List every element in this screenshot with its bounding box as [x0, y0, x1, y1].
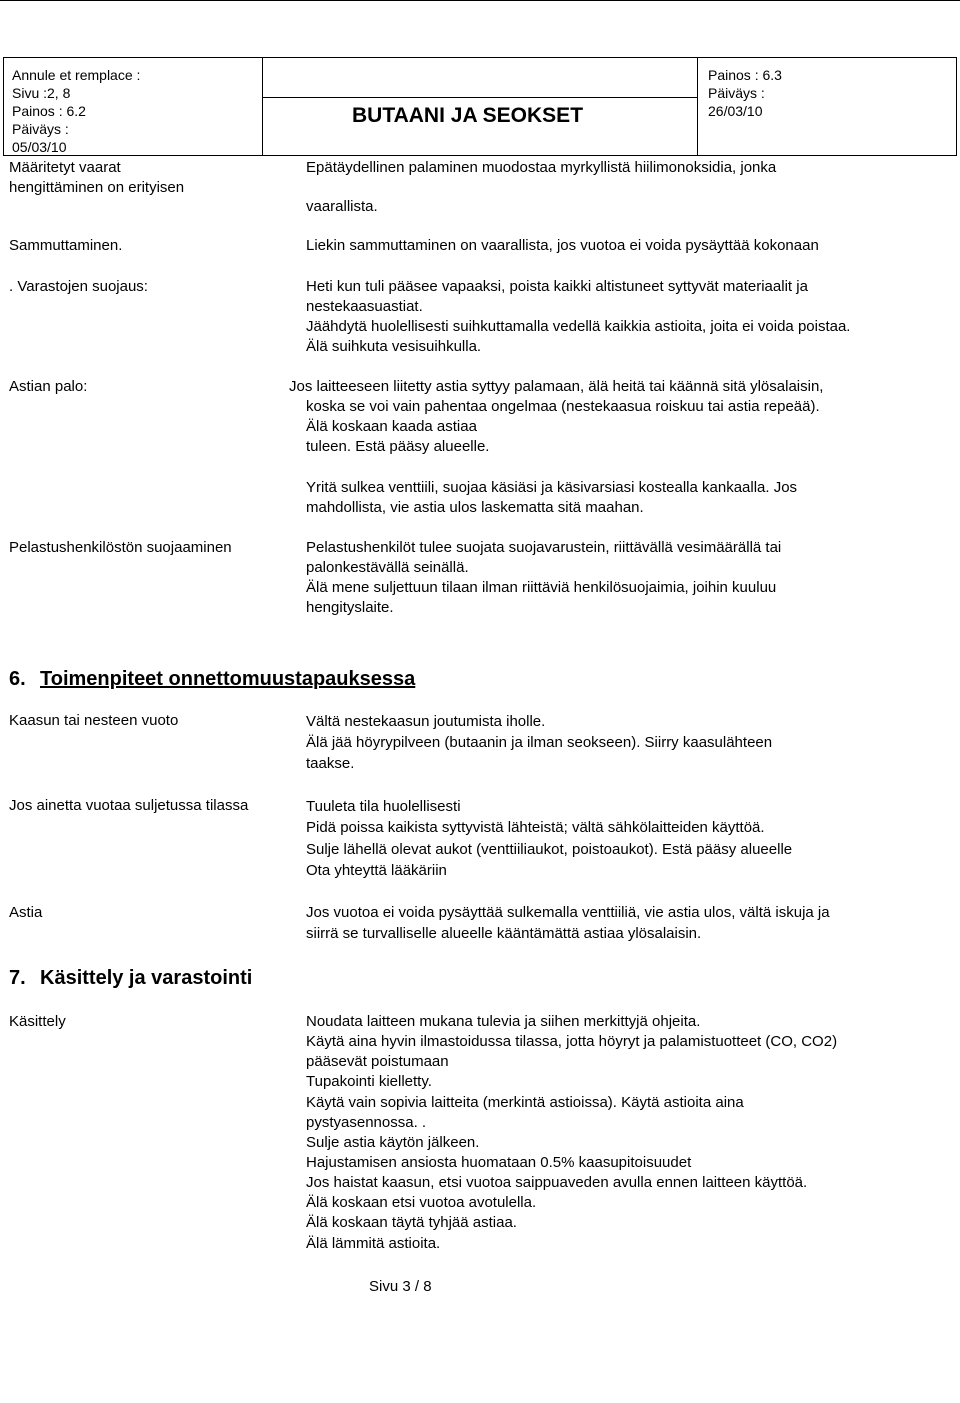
- row-text: taakse.: [306, 755, 355, 772]
- row-text: Liekin sammuttaminen on vaarallista, jos vuotoa ei voida pysäyttää kokonaan: [306, 237, 819, 254]
- row-text: palonkestävällä seinällä.: [306, 559, 469, 576]
- section-7-number: 7.: [9, 967, 26, 989]
- row-text: vaarallista.: [306, 198, 378, 215]
- page-number: Sivu 3 / 8: [369, 1278, 432, 1295]
- row-text: nestekaasuastiat.: [306, 298, 423, 315]
- header-left-line-3: Päiväys :: [12, 121, 69, 137]
- row-text: koska se voi vain pahentaa ongelmaa (nestekaasua roiskuu tai astia repeää).: [306, 398, 820, 415]
- row-text: Noudata laitteen mukana tulevia ja siihen merkittyjä ohjeita.: [306, 1013, 701, 1030]
- row-label: hengittäminen on erityisen: [9, 179, 185, 196]
- row-text: Pidä poissa kaikista syttyvistä lähteistä; vältä sähkölaitteiden käyttöä.: [306, 819, 765, 836]
- row-text: Heti kun tuli pääsee vapaaksi, poista kaikki altistuneet syttyvät materiaalit ja: [306, 278, 808, 295]
- header-center-divider: [262, 97, 698, 98]
- document-title: BUTAANI JA SEOKSET: [352, 104, 584, 127]
- row-text: Jos haistat kaasun, etsi vuotoa saippuaveden avulla ennen laitteen käyttöä.: [306, 1174, 808, 1191]
- row-text: pystyasennossa. .: [306, 1114, 427, 1131]
- row-text: Vältä nestekaasun joutumista iholle.: [306, 713, 546, 730]
- row-text: Jos laitteeseen liitetty astia syttyy palamaan, älä heitä tai käännä sitä ylösalaisin,: [289, 378, 824, 395]
- row-text: Sulje lähellä olevat aukot (venttiiliaukot, poistoaukot). Estä pääsy alueelle: [306, 841, 793, 858]
- header-right-line-1: Päiväys :: [708, 85, 765, 101]
- row-text: Hajustamisen ansiosta huomataan 0.5% kaasupitoisuudet: [306, 1154, 692, 1171]
- row-text: Yritä sulkea venttiili, suojaa käsiäsi ja käsivarsiasi kostealla kankaalla. Jos: [306, 479, 798, 496]
- row-text: Käytä aina hyvin ilmastoidussa tilassa, jotta höyryt ja palamistuotteet (CO, CO2): [306, 1033, 838, 1050]
- header-left-line-2: Painos : 6.2: [12, 103, 86, 119]
- section-7-title: Käsittely ja varastointi: [40, 967, 253, 989]
- row-label: Astia: [9, 904, 43, 921]
- row-text: Älä suihkuta vesisuihkulla.: [306, 338, 482, 355]
- row-label: Jos ainetta vuotaa suljetussa tilassa: [9, 797, 249, 814]
- row-text: hengityslaite.: [306, 599, 394, 616]
- row-label: Käsittely: [9, 1013, 66, 1030]
- row-text: Älä koskaan täytä tyhjää astiaa.: [306, 1214, 517, 1231]
- row-text: Älä jää höyrypilveen (butaanin ja ilman seokseen). Siirry kaasulähteen: [306, 734, 773, 751]
- page-top-border: [0, 0, 960, 1]
- row-text: Tuuleta tila huolellisesti: [306, 798, 461, 815]
- header-right-line-0: Painos : 6.3: [708, 67, 782, 83]
- row-text: mahdollista, vie astia ulos laskematta sitä maahan.: [306, 499, 644, 516]
- row-text: Jäähdytä huolellisesti suihkuttamalla vedellä kaikkia astioita, joita ei voida poistaa.: [306, 318, 851, 335]
- row-text: Sulje astia käytön jälkeen.: [306, 1134, 480, 1151]
- header-right-line-2: 26/03/10: [708, 103, 763, 119]
- row-text: Älä koskaan etsi vuotoa avotulella.: [306, 1194, 537, 1211]
- header-left-line-4: 05/03/10: [12, 139, 67, 155]
- row-text: siirrä se turvalliselle alueelle kääntämättä astiaa ylösalaisin.: [306, 925, 702, 942]
- header-left-line-1: Sivu :2, 8: [12, 85, 71, 101]
- row-text: Epätäydellinen palaminen muodostaa myrkyllistä hiilimonoksidia, jonka: [306, 159, 777, 176]
- row-label: Sammuttaminen.: [9, 237, 123, 254]
- row-text: Tupakointi kielletty.: [306, 1073, 432, 1090]
- row-text: Pelastushenkilöt tulee suojata suojavarustein, riittävällä vesimäärällä tai: [306, 539, 782, 556]
- row-text: tuleen. Estä pääsy alueelle.: [306, 438, 490, 455]
- row-text: Ota yhteyttä lääkäriin: [306, 862, 447, 879]
- row-label: Kaasun tai nesteen vuoto: [9, 712, 179, 729]
- row-text: Älä mene suljettuun tilaan ilman riittäviä henkilösuojaimia, joihin kuuluu: [306, 579, 777, 596]
- row-text: Jos vuotoa ei voida pysäyttää sulkemalla venttiiliä, vie astia ulos, vältä iskuja ja: [306, 904, 830, 921]
- row-label: Määritetyt vaarat: [9, 159, 121, 176]
- row-text: Älä koskaan kaada astiaa: [306, 418, 477, 435]
- row-label: Astian palo:: [9, 378, 88, 395]
- row-text: Käytä vain sopivia laitteita (merkintä astioissa). Käytä astioita aina: [306, 1094, 744, 1111]
- section-6-number: 6.: [9, 668, 26, 690]
- row-label: . Varastojen suojaus:: [9, 278, 148, 295]
- row-label: Pelastushenkilöstön suojaaminen: [9, 539, 232, 556]
- section-6-title: Toimenpiteet onnettomuustapauksessa: [40, 668, 416, 690]
- row-text: Älä lämmitä astioita.: [306, 1235, 441, 1252]
- header-left-line-0: Annule et remplace :: [12, 67, 141, 83]
- row-text: pääsevät poistumaan: [306, 1053, 449, 1070]
